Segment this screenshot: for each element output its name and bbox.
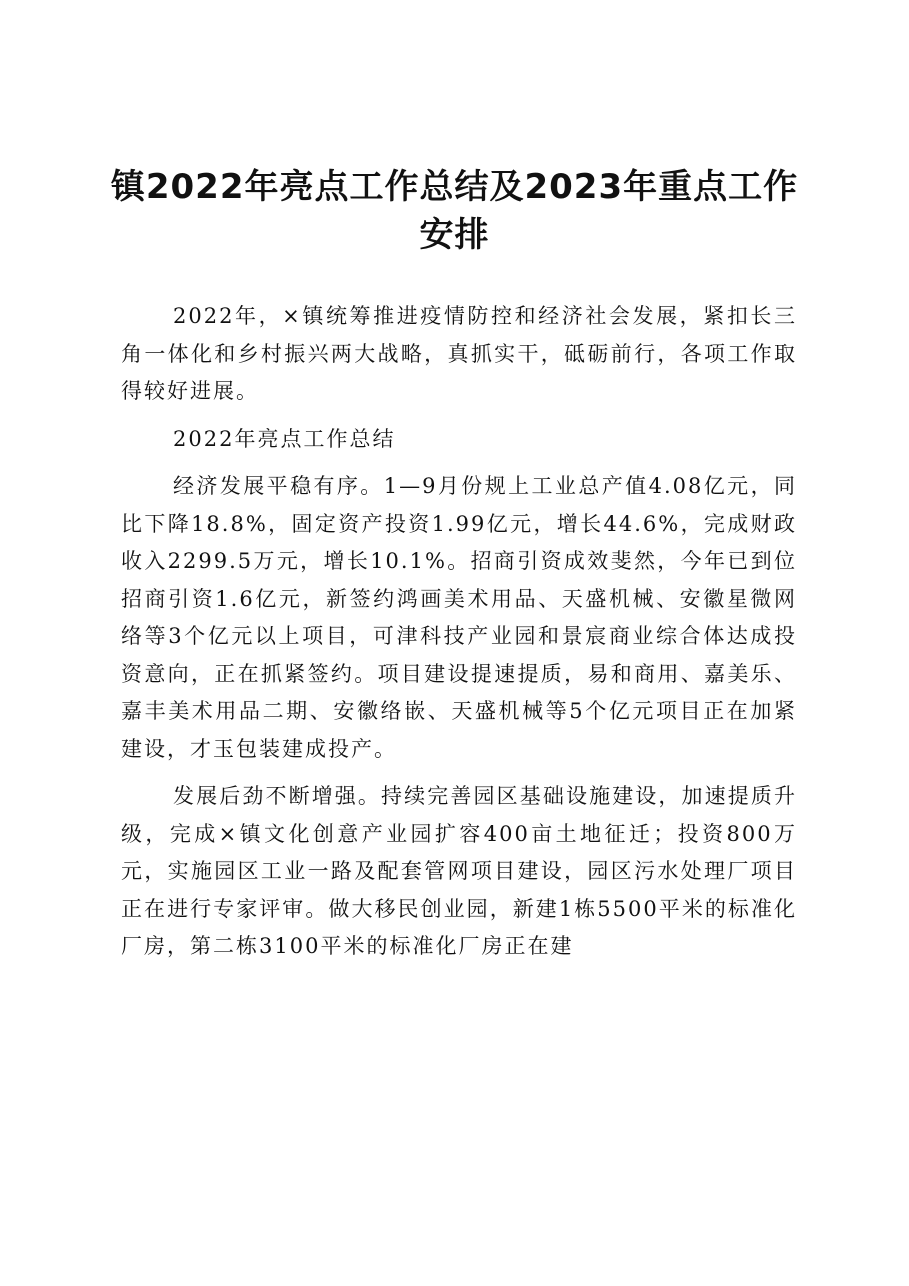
intro-paragraph: 2022年，×镇统筹推进疫情防控和经济社会发展，紧扣长三角一体化和乡村振兴两大战略，真抓实干，砥砺前行，各项工作取得较好进展。: [121, 304, 797, 403]
section-heading: 2022年亮点工作总结: [173, 426, 396, 451]
document-body: [121, 298, 797, 976]
development-paragraph: 发展后劲不断增强。持续完善园区基础设施建设，加速提质升级，完成×镇文化创意产业园扩容400亩土地征迁；投资800万元，实施园区工业一路及配套管网项目建设，园区污水处理厂项目正在进行专家评审。做大移民创业园，新建1栋5500平米的标准化厂房，第二栋3100平米的标准化厂房正在建: [121, 784, 797, 958]
document-title: 镇2022年亮点工作总结及2023年重点工作安排: [110, 167, 799, 255]
economy-paragraph: 经济发展平稳有序。1—9月份规上工业总产值4.08亿元，同比下降18.8%，固定资产投资1.99亿元，增长44.6%，完成财政收入2299.5万元，增长10.1%。招商引资成效斐然，今年已到位招商引资1.6亿元，新签约鸿画美术用品、天盛机械、安徽星微网络等3个亿元以上项目，可津科技产业园和景宸商业综合体达成投资意向，正在抓紧签约。项目建设提速提质，易和商用、嘉美乐、嘉丰美术用品二期、安徽络嵌、天盛机械等5个亿元项目正在加紧建设，才玉包装建成投产。: [121, 474, 797, 761]
